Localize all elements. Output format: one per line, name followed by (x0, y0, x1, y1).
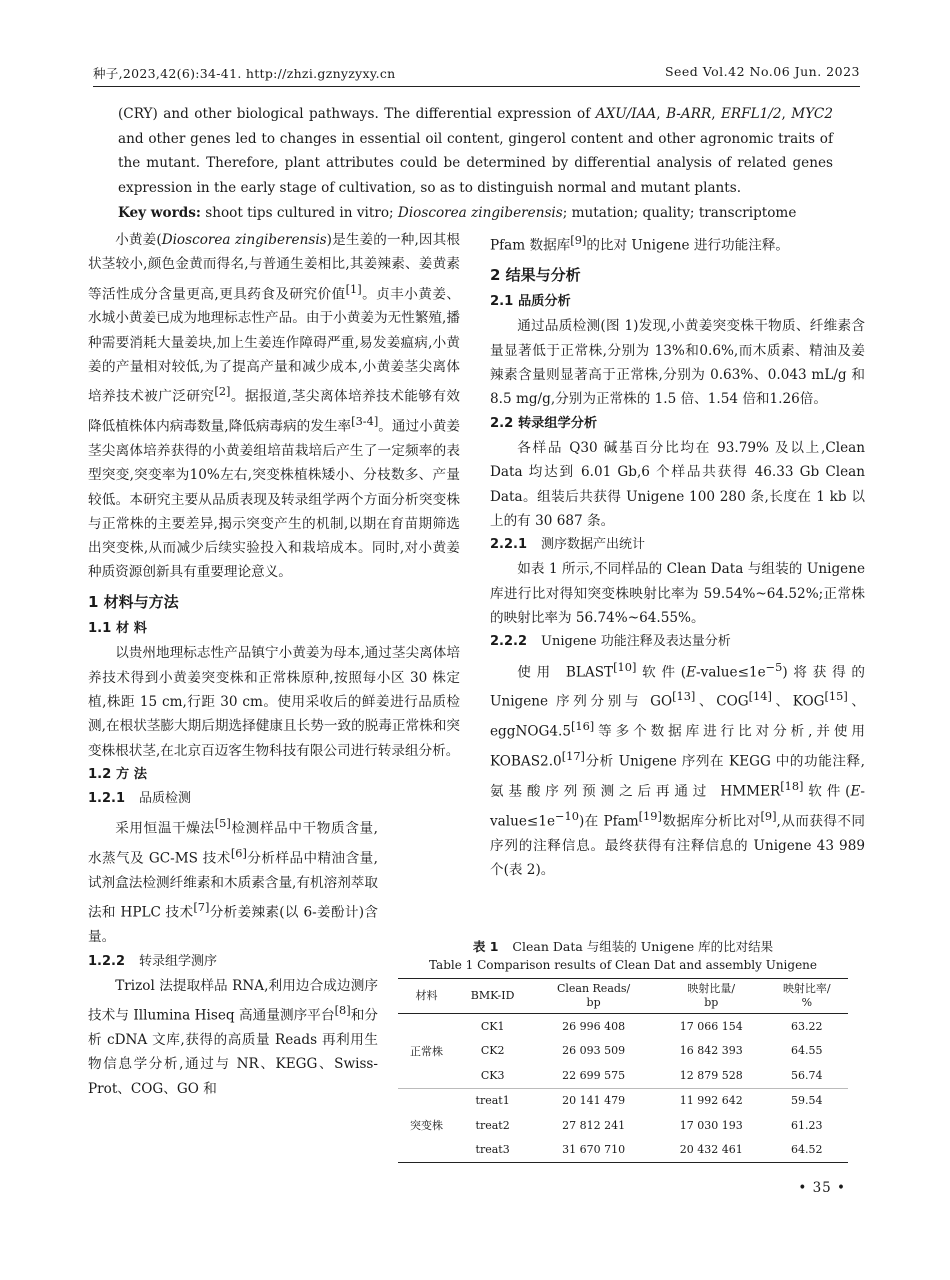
continued-paragraph: Pfam 数据库[9]的比对 Unigene 进行功能注释。 (490, 233, 790, 254)
sequencing-paragraph: Trizol 法提取样品 RNA,利用边合成边测序技术与 Illumina Hiseq 高通量测序平台[8]和分析 cDNA 文库,获得的高质量 Reads 再利用生物信息学分析,通过与 NR、KEGG、Swiss-Prot、COG、GO 和 (88, 977, 378, 1097)
col-bmk-id: BMK-ID (455, 979, 530, 1014)
annotation-paragraph: 使用 BLAST[10]软件$(E-value\le 1e^{-5})$将获得的 Unigene 序列分别与 GO[13]、COG[14]、KOG[15]、eggNOG4.5[16]等多个数据库进行比对分析,并使用 KOBAS2.0[17]分析 Unigene 序列在 KEGG 中的功能注释,氨基酸序列预测之后再通过 HMMER[18]软件$(E-value\le 1e^{-10})$在 Pfam[19]数据库分析比对[9],从而获得不同序列的注释信息。最终获得有注释信息的 Unigene 43 989 个(表 2)。 (490, 659, 866, 878)
material-paragraph: 以贵州地理标志性产品镇宁小黄姜为母本,通过茎尖离体培养技术得到小黄姜突变株和正常株原种,按照每小区 30 株定植,株距 15 cm,行距 30 cm。使用采收后的鲜姜进行品质检测,在根状茎膨大期后期选择健康且长势一致的脱毒正常株和突变株根状茎,在北京百迈客生物科技有限公司进行转录组分析。 (88, 645, 460, 759)
header-journal-info: Seed Vol.42 No.06 Jun. 2023 (664, 64, 860, 79)
abstract-continuation (118, 102, 833, 226)
table-row: 正常株 CK1 26 996 408 17 066 154 63.22 (398, 1014, 848, 1039)
subsection-heading: 1.2 方 法 (88, 766, 147, 782)
subsubsection-heading: 2.2.2 Unigene 功能注释及表达量分析 (490, 634, 731, 650)
table-row: 突变株 treat1 20 141 479 11 992 642 59.54 (398, 1088, 848, 1113)
table-row: CK2 26 093 509 16 842 393 64.55 (480, 1044, 823, 1058)
table-1 (398, 938, 848, 1163)
quality-results-paragraph: 通过品质检测(图 1)发现,小黄姜突变株干物质、纤维素含量显著低于正常株,分别为 13%和0.6%,而木质素、精油及姜辣素含量则显著高于正常株,分别为 0.63%、0.043 mL/g 和 8.5 mg/g,分别为正常株的 1.5 倍、1.54 倍和1.26倍。 (490, 318, 865, 408)
subsection-heading: 1.1 材 料 (88, 621, 147, 637)
table-caption-zh: 表 1 Clean Data 与组装的 Unigene 库的比对结果 (472, 939, 774, 954)
header-citation: 种子,2023,42(6):34-41. http://zhzi.gznyzyxy.cn (93, 66, 396, 81)
group-label: 突变株 (398, 1088, 455, 1163)
section-heading: 2 结果与分析 (490, 265, 581, 284)
col-material: 材料 (398, 979, 455, 1014)
running-header (93, 60, 860, 88)
group-label: 正常株 (398, 1014, 455, 1089)
transcriptome-paragraph: 各样品 Q30 碱基百分比均在 93.79% 及以上,Clean Data 均达到 6.01 Gb,6 个样品共获得 46.33 Gb Clean Data。组装后共获得 Unigene 100 280 条,长度在 1 kb 以上的有 30 687 条。 (490, 439, 865, 529)
page-number: • 35 • (798, 1180, 846, 1196)
subsection-heading: 2.1 品质分析 (490, 294, 571, 310)
subsubsection-heading: 2.2.1 测序数据产出统计 (490, 537, 646, 553)
col-mapped-reads: 映射比量/ bp (657, 979, 766, 1014)
table-row: treat3 31 670 710 20 432 461 64.52 (398, 1138, 848, 1163)
col-clean-reads: Clean Reads/ bp (530, 979, 657, 1014)
table-row: CK3 22 699 575 12 879 528 56.74 (398, 1063, 848, 1088)
section-heading: 1 材料与方法 (88, 592, 179, 611)
header-rule (93, 86, 860, 87)
table-caption-en: Table 1 Comparison results of Clean Dat and assembly Unigene (428, 958, 818, 972)
col-mapping-ratio: 映射比率/ % (766, 979, 848, 1014)
subsubsection-heading: 1.2.1 品质检测 (88, 791, 192, 807)
subsection-heading: 2.2 转录组学分析 (490, 415, 598, 431)
table-row: treat2 27 812 241 17 030 193 61.23 (475, 1118, 823, 1132)
table-header-row (398, 979, 848, 1014)
keywords: Key words: shoot tips cultured in vitro; Dioscorea zingiberensis; mutation; quality; transcriptome (118, 205, 797, 221)
quality-method-paragraph: 采用恒温干燥法[5]检测样品中干物质含量,水蒸气及 GC-MS 技术[6]分析样品中精油含量,试剂盒法检测纤维素和木质素含量,有机溶剂萃取法和 HPLC 技术[7]分析姜辣素(以 6-姜酚计)含量。 (88, 816, 379, 946)
subsubsection-heading: 1.2.2 转录组学测序 (88, 953, 218, 969)
abstract-text: (CRY) and other biological pathways. The differential expression of AXU/IAA, B-ARR, ERFL1/2, MYC2 and other genes led to changes in essential oil content, gingerol content and other agronomic traits of the mutant. Therefore, plant attributes could be determined by differential analysis of related genes expression in the early stage of cultivation, so as to distinguish normal and mutant plants. (118, 106, 833, 196)
sequencing-stats-paragraph: 如表 1 所示,不同样品的 Clean Data 与组装的 Unigene 库进行比对得知突变株映射比率为 59.54%~64.52%;正常株的映射比率为 56.74%~64.55%。 (490, 561, 865, 626)
intro-paragraph: 小黄姜(Dioscorea zingiberensis)是生姜的一种,因其根状茎较小,颜色金黄而得名,与普通生姜相比,其姜辣素、姜黄素等活性成分含量更高,更具药食及研究价值[1]。贞丰小黄姜、水城小黄姜已成为地理标志性产品。由于小黄姜为无性繁殖,播种需要消耗大量姜块,加上生姜连作障碍严重,易发姜瘟病,小黄姜的产量相对较低,为了提高产量和减少成本,小黄姜茎尖离体培养技术被广泛研究[2]。据报道,茎尖离体培养技术能够有效降低植株体内病毒数量,降低病毒病的发生率[3-4]。通过小黄姜茎尖离体培养获得的小黄姜组培苗栽培后产生了一定频率的表型突变,突变率为10%左右,突变株植株矮小、分枝数多、产量较低。本研究主要从品质表现及转录组学两个方面分析突变株与正常株的主要差异,揭示突变产生的机制,以期在育苗期筛选出突变株,从而减少后续实验投入和栽培成本。同时,对小黄姜种质资源创新具有重要理论意义。 (88, 232, 460, 581)
right-column (490, 228, 865, 882)
mapping-table (398, 978, 848, 1163)
